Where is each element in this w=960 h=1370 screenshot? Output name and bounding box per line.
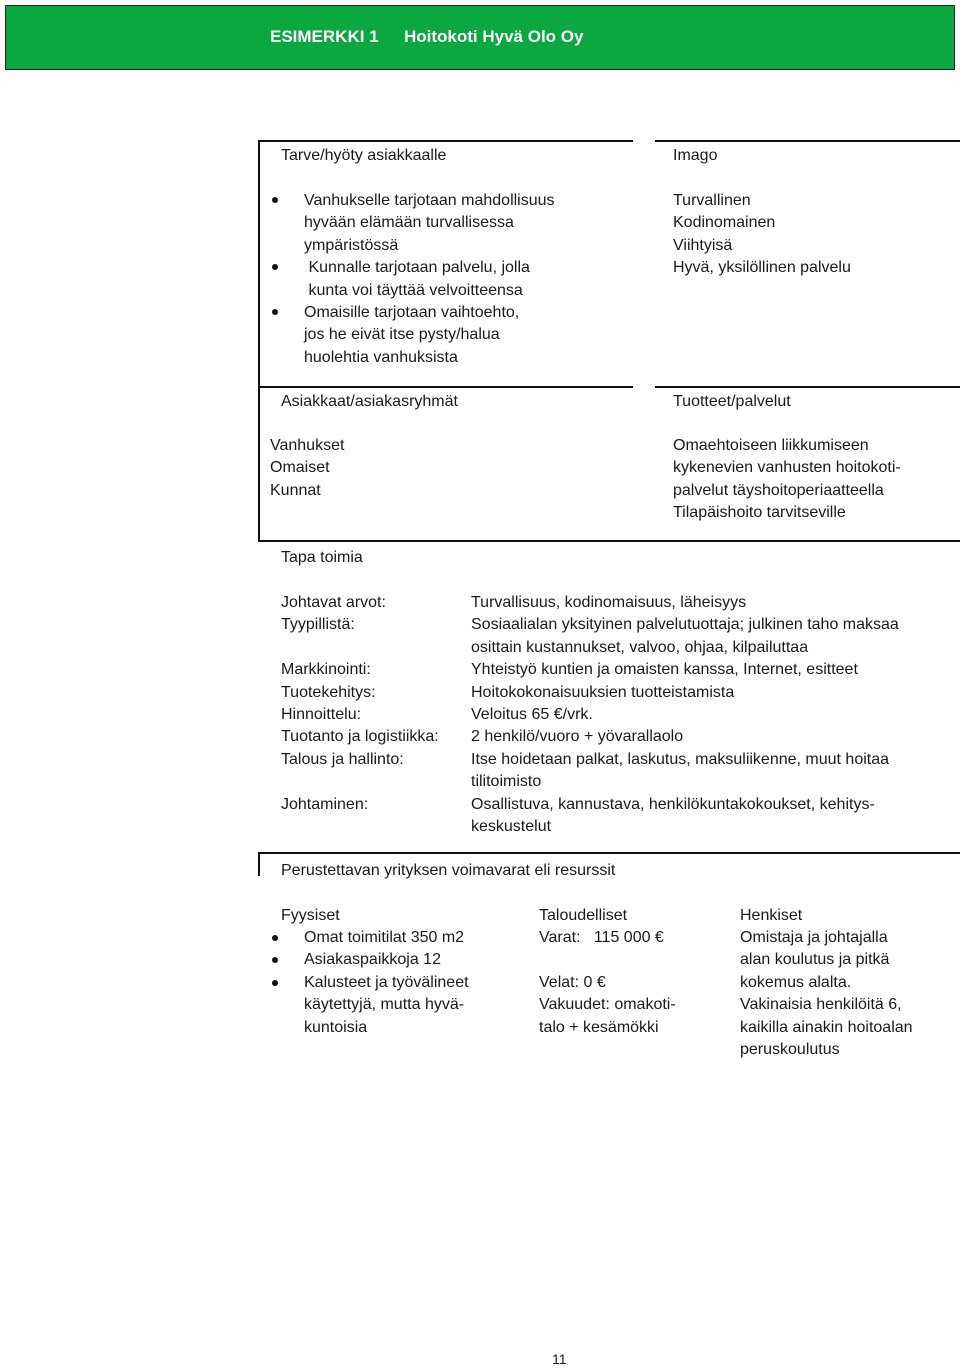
image-line: Viihtyisä — [673, 236, 733, 254]
example-label: ESIMERKKI 1 — [270, 27, 379, 46]
divider-left-vertical — [258, 141, 260, 541]
needs-line: kunta voi täyttää velvoitteensa — [304, 281, 523, 299]
human-heading: Henkiset — [740, 907, 803, 924]
title-banner — [5, 5, 955, 70]
image-line: Hyvä, yksilöllinen palvelu — [673, 259, 851, 277]
needs-line: ympäristössä — [304, 236, 399, 254]
needs-line: Omaisille tarjotaan vaihtoehto, — [304, 303, 520, 321]
way-labels — [281, 592, 439, 816]
needs-list — [304, 190, 555, 369]
financial-line: Velat: 0 € — [539, 973, 606, 991]
way-value: keskustelut — [471, 817, 552, 835]
divider-resources-top — [258, 852, 960, 854]
way-value: Veloitus 65 €/vrk. — [471, 705, 593, 723]
customers-line: Vanhukset — [270, 437, 345, 454]
bullet-icon — [272, 957, 278, 963]
divider-resources-vertical — [258, 852, 260, 876]
way-value: tilitoimisto — [471, 773, 542, 791]
way-label: Tyypillistä: — [281, 616, 355, 634]
needs-line: Kunnalle tarjotaan palvelu, jolla — [304, 259, 530, 277]
needs-heading: Tarve/hyöty asiakkaalle — [281, 147, 447, 164]
divider-needs-bottom — [258, 386, 633, 388]
physical-heading: Fyysiset — [281, 907, 340, 924]
page-number: 11 — [552, 1351, 567, 1367]
bullet-icon — [272, 264, 278, 270]
customers-line: Omaiset — [270, 459, 330, 477]
human-line: kaikilla ainakin hoitoalan — [740, 1018, 913, 1036]
physical-line: kuntoisia — [304, 1018, 368, 1036]
way-label: Talous ja hallinto: — [281, 750, 404, 768]
way-label: Tuotekehitys: — [281, 683, 376, 701]
human-line: kokemus alalta. — [740, 973, 852, 991]
customers-line: Kunnat — [270, 481, 321, 499]
image-line: Turvallinen — [673, 192, 751, 209]
way-values — [471, 592, 899, 838]
way-value: osittain kustannukset, valvoo, ohjaa, kilpailuttaa — [471, 638, 809, 656]
way-label: Markkinointi: — [281, 661, 371, 679]
way-label: Hinnoittelu: — [281, 705, 362, 723]
bullet-icon — [272, 309, 278, 315]
bullet-icon — [272, 197, 278, 203]
human-list — [740, 927, 913, 1061]
divider-image-bottom — [655, 386, 960, 388]
bullet-icon — [272, 980, 278, 986]
way-value: Yhteistyö kuntien ja omaisten kanssa, Internet, esitteet — [471, 661, 858, 679]
financial-line: talo + kesämökki — [539, 1018, 659, 1036]
products-line: Omaehtoiseen liikkumiseen — [673, 437, 869, 454]
financial-heading: Taloudelliset — [539, 907, 628, 924]
human-line: Vakinaisia henkilöitä 6, — [740, 996, 902, 1014]
image-heading: Imago — [673, 147, 718, 164]
way-label: Johtaminen: — [281, 795, 369, 813]
image-list — [673, 190, 851, 280]
way-value: 2 henkilö/vuoro + yövarallaolo — [471, 728, 684, 746]
human-line: alan koulutus ja pitkä — [740, 951, 890, 969]
way-label: Johtavat arvot: — [281, 594, 386, 611]
products-heading: Tuotteet/palvelut — [673, 393, 791, 410]
needs-line: huolehtia vanhuksista — [304, 348, 458, 366]
divider-image-top — [655, 140, 960, 142]
human-line: Omistaja ja johtajalla — [740, 929, 888, 946]
needs-line: Vanhukselle tarjotaan mahdollisuus — [304, 192, 555, 209]
image-line: Kodinomainen — [673, 214, 776, 232]
way-value: Sosiaalialan yksityinen palvelutuottaja; julkinen taho maksaa — [471, 616, 899, 634]
way-label: Tuotanto ja logistiikka: — [281, 728, 439, 746]
products-line: palvelut täyshoitoperiaatteella — [673, 481, 884, 499]
company-name: Hoitokoti Hyvä Olo Oy — [404, 27, 584, 46]
physical-line: Asiakaspaikkoja 12 — [304, 951, 441, 969]
physical-line: käytettyjä, mutta hyvä- — [304, 996, 465, 1014]
resources-heading: Perustettavan yrityksen voimavarat eli resurssit — [281, 862, 616, 879]
financial-line: Vakuudet: omakoti- — [539, 996, 676, 1014]
divider-needs-top — [258, 140, 633, 142]
divider-way-top — [258, 540, 960, 542]
financial-line — [539, 949, 676, 971]
way-value: Turvallisuus, kodinomaisuus, läheisyys — [471, 594, 747, 611]
way-label — [281, 637, 439, 659]
needs-line: hyvään elämään turvallisessa — [304, 214, 514, 232]
bullet-icon — [272, 935, 278, 941]
physical-line: Kalusteet ja työvälineet — [304, 973, 469, 991]
customers-list — [270, 435, 344, 502]
way-value: Osallistuva, kannustava, henkilökuntakokoukset, kehitys- — [471, 795, 875, 813]
way-value: Itse hoidetaan palkat, laskutus, maksuliikenne, muut hoitaa — [471, 750, 890, 768]
way-label — [281, 771, 439, 793]
physical-line: Omat toimitilat 350 m2 — [304, 929, 465, 946]
financial-line: Varat: 115 000 € — [539, 929, 664, 946]
needs-line: jos he eivät itse pysty/halua — [304, 326, 500, 344]
products-line: Tilapäishoito tarvitseville — [673, 504, 846, 522]
way-value: Hoitokokonaisuuksien tuotteistamista — [471, 683, 735, 701]
products-line: kykenevien vanhusten hoitokoti- — [673, 459, 901, 477]
products-list — [673, 435, 901, 525]
financial-list — [539, 927, 676, 1039]
customers-heading: Asiakkaat/asiakasryhmät — [281, 393, 458, 410]
physical-list — [304, 927, 469, 1039]
way-heading: Tapa toimia — [281, 549, 363, 566]
human-line: peruskoulutus — [740, 1040, 840, 1058]
